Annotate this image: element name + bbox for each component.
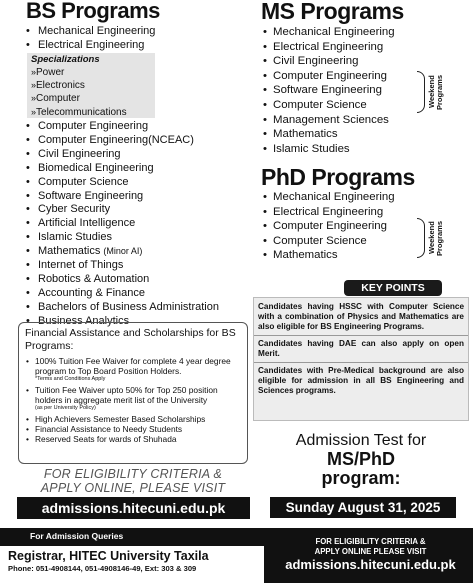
bs-programs-title: BS Programs	[26, 0, 160, 23]
list-item: • Electrical Engineering	[24, 39, 155, 53]
list-item: • Islamic Studies	[24, 231, 219, 245]
list-item: • Tuition Fee Waiver upto 50% for Top 250 position holders in aggregate merit list of the University (as per University Policy)	[25, 385, 241, 412]
specializations-box	[27, 53, 155, 118]
list-item: • Computer Science	[24, 176, 219, 190]
admission-test-block	[253, 432, 469, 488]
list-item: • Financial Assistance to Needy Students	[25, 424, 241, 434]
admission-test-date: Sunday August 31, 2025	[270, 497, 456, 518]
arrow-icon: »	[31, 106, 37, 117]
specialization-item: »Telecommunications	[31, 106, 127, 118]
list-item: • Mathematics (Minor AI)	[24, 245, 219, 259]
divider	[254, 335, 468, 336]
list-item: • High Achievers Semester Based Scholarships	[25, 414, 241, 424]
list-item: • Civil Engineering	[261, 54, 395, 69]
list-item: • Islamic Studies	[261, 142, 395, 157]
list-item: • Management Sciences	[261, 113, 395, 128]
list-item: • Biomedical Engineering	[24, 162, 219, 176]
list-item: • Mathematics	[261, 127, 395, 142]
list-item: • Computer Engineering(NCEAC)	[24, 134, 219, 148]
list-item: • Software Engineering	[24, 190, 219, 204]
admission-test-line3: program:	[321, 468, 401, 488]
footer	[0, 528, 473, 583]
list-item: • Artificial Intelligence	[24, 217, 219, 231]
footer-eligibility: FOR ELIGIBILITY CRITERIA & APPLY ONLINE PLEASE VISIT admissions.hitecuni.edu.pk	[268, 537, 473, 573]
specializations-title: Specializations	[31, 54, 100, 65]
eligibility-text-left: FOR ELIGIBILITY CRITERIA & APPLY ONLINE, PLEASE VISIT	[40, 467, 226, 495]
ms-programs-title: MS Programs	[261, 0, 404, 24]
divider	[254, 362, 468, 363]
key-point: Candidates with Pre-Medical background are also eligible for admission in all BS Engineering and Sciences programs.	[258, 366, 464, 395]
arrow-icon: »	[31, 67, 37, 77]
list-item: • Robotics & Automation	[24, 273, 219, 287]
ms-weekend-brace	[417, 71, 425, 113]
admission-test-line1: Admission Test for	[295, 432, 427, 449]
footer-registrar: Registrar, HITEC University Taxila	[8, 549, 209, 563]
list-item: • Computer Engineering	[261, 69, 395, 84]
list-item: • Mechanical Engineering	[261, 190, 395, 205]
list-item: • 100% Tuition Fee Waiver for complete 4 year degree program to Top Board Position Holders. *Terms and Conditions Apply	[25, 356, 241, 383]
list-item: • Internet of Things	[24, 259, 219, 273]
list-item: • Electrical Engineering	[261, 205, 395, 220]
financial-list	[25, 356, 241, 444]
list-item: • Electrical Engineering	[261, 40, 395, 55]
list-item: • Software Engineering	[261, 83, 395, 98]
list-item: • Business Analytics	[24, 315, 219, 329]
list-item: • Mechanical Engineering	[24, 25, 155, 39]
bs-programs-list-top	[24, 25, 155, 53]
list-item: • Computer Science	[261, 98, 395, 113]
specialization-item: »Power	[31, 67, 65, 78]
bs-programs-list	[24, 120, 219, 329]
phd-weekend-label: Weekend Programs	[427, 220, 444, 256]
phd-programs-list	[261, 190, 395, 263]
footer-contact-panel	[0, 546, 264, 583]
list-item: • Mechanical Engineering	[261, 25, 395, 40]
footer-phone[interactable]: Phone: 051-4908144, 051-4908146-49, Ext: 303 & 309	[8, 564, 197, 573]
admissions-url-left[interactable]: admissions.hitecuni.edu.pk	[17, 497, 250, 519]
list-item: • Computer Engineering	[261, 219, 395, 234]
list-item: • Cyber Security	[24, 203, 219, 217]
specialization-item: »Electronics	[31, 80, 85, 92]
admission-test-line2: MS/PhD	[326, 449, 395, 469]
financial-title: Financial Assistance and Scholarships for BS Programs:	[25, 327, 236, 352]
footer-queries-label: For Admission Queries	[30, 531, 124, 541]
list-item: • Accounting & Finance	[24, 287, 219, 301]
arrow-icon: »	[31, 93, 37, 104]
arrow-icon: »	[31, 80, 37, 91]
key-points-title: KEY POINTS	[344, 280, 442, 296]
specialization-item: »Computer	[31, 93, 80, 105]
key-point: Candidates having HSSC with Computer Science with a combination of Physics and Mathematics are also eligible for BS Engineering Programs.	[258, 302, 464, 331]
phd-weekend-brace	[417, 218, 425, 258]
financial-assistance-box	[18, 322, 248, 464]
footer-url[interactable]: admissions.hitecuni.edu.pk	[285, 557, 456, 572]
list-item: • Mathematics	[261, 248, 395, 263]
phd-programs-title: PhD Programs	[261, 164, 415, 190]
ms-programs-list	[261, 25, 395, 156]
ms-weekend-label: Weekend Programs	[427, 74, 444, 110]
minor-ai-label: (Minor AI)	[103, 246, 143, 257]
list-item: • Civil Engineering	[24, 148, 219, 162]
list-item: • Computer Science	[261, 234, 395, 249]
list-item: • Reserved Seats for wards of Shuhada	[25, 434, 241, 444]
list-item: • Bachelors of Business Administration	[24, 301, 219, 315]
key-point: Candidates having DAE can also apply on open Merit.	[258, 339, 464, 358]
list-item: • Computer Engineering	[24, 120, 219, 134]
key-points-box	[253, 297, 469, 421]
